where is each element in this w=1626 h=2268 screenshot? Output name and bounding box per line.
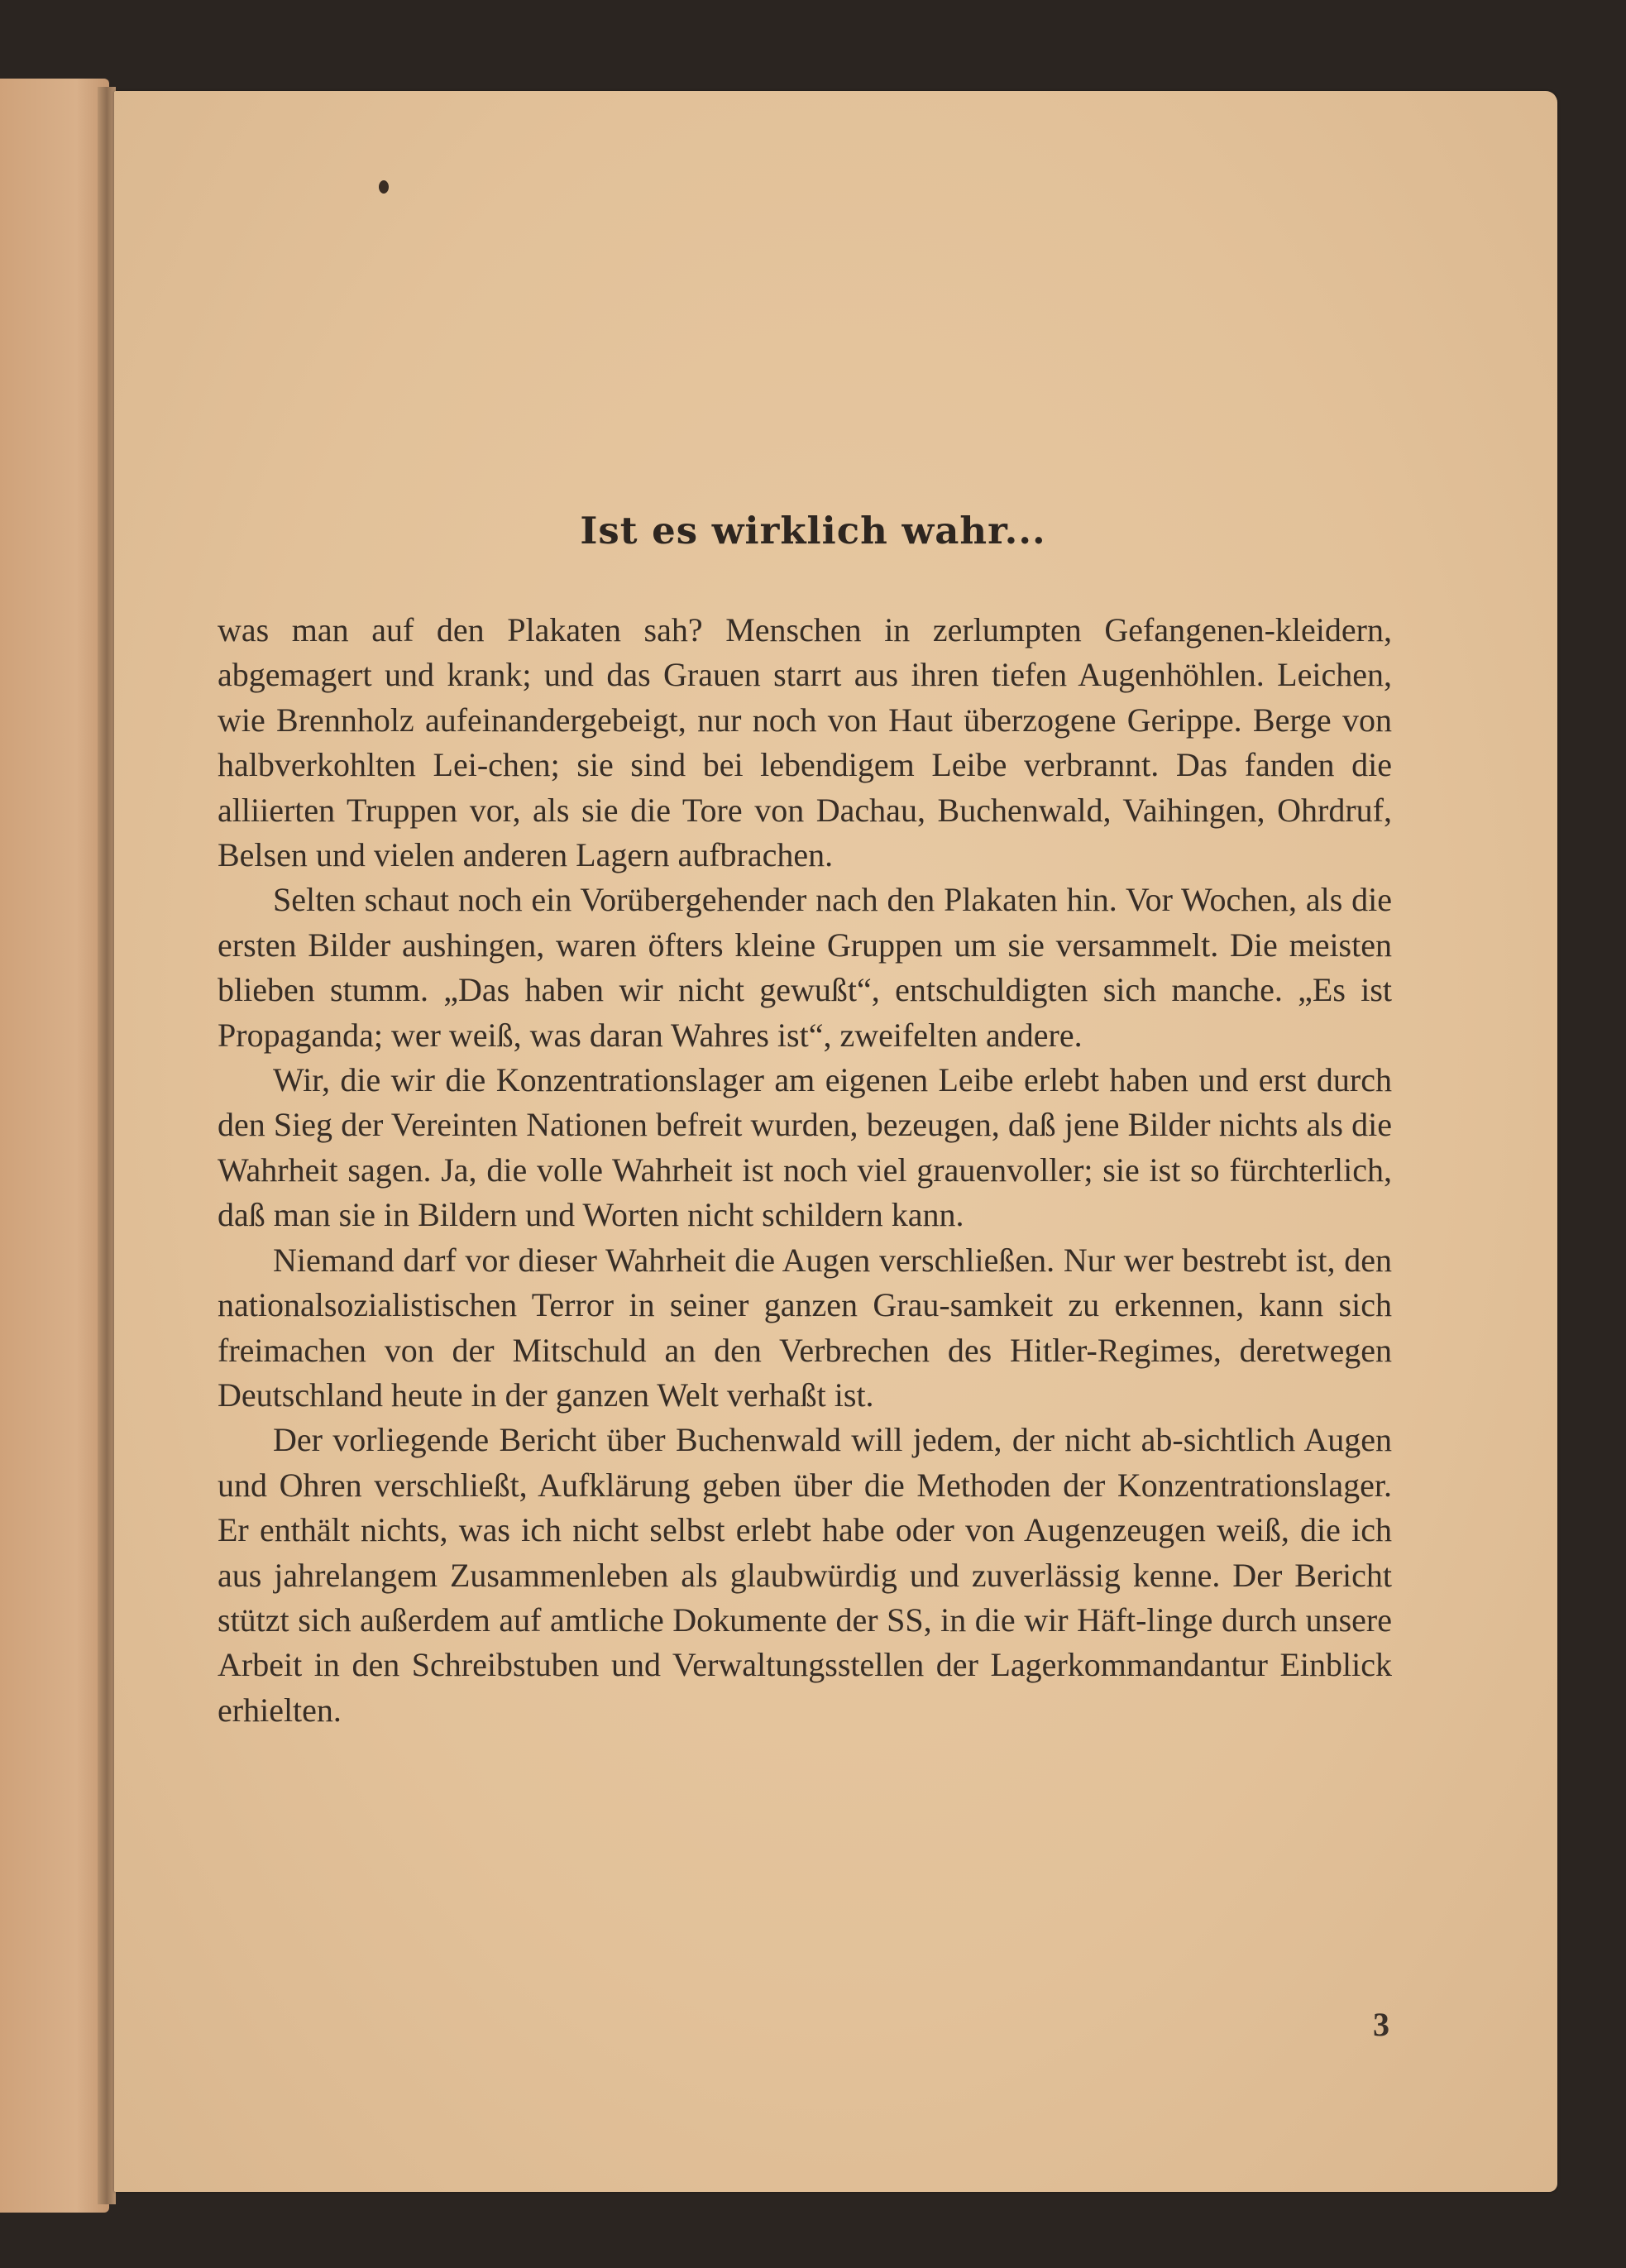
page-number: 3 (1373, 2006, 1389, 2043)
body-text (218, 608, 1392, 1733)
ink-spot (379, 180, 389, 194)
paragraph-3: Wir, die wir die Konzentrationslager am eigenen Leibe erlebt haben und erst durch den Sieg der Vereinten Nationen befreit wurden, bezeugen, daß jene Bilder nichts als die Wahrheit sagen. Ja, die volle Wahrheit ist noch viel grauenvoller; sie ist so fürchterlich, daß man sie in Bildern und Worten nicht schildern kann. (218, 1061, 1392, 1234)
page-heading: Ist es wirklich wahr... (580, 509, 1046, 553)
left-page-edge (0, 79, 109, 2213)
book-gutter (98, 87, 116, 2204)
paragraph-2: Selten schaut noch ein Vorübergehender nach den Plakaten hin. Vor Wochen, als die ersten Bilder aushingen, waren öfters kleine Gruppen um sie versammelt. Die meisten blieben stumm. „Das haben wir nicht gewußt“, entschuldigten sich manche. „Es ist Propaganda; wer weiß, was daran Wahres ist“, zweifelten andere. (218, 881, 1392, 1054)
paragraph-4: Niemand darf vor dieser Wahrheit die Augen verschließen. Nur wer bestrebt ist, den nationalsozialistischen Terror in seiner ganzen Grau-samkeit zu erkennen, kann sich freimachen von der Mitschuld an den Verbrechen des Hitler-Regimes, deretwegen Deutschland heute in der ganzen Welt verhaßt ist. (218, 1241, 1392, 1414)
paragraph-1: was man auf den Plakaten sah? Menschen in zerlumpten Gefangenen-kleidern, abgemagert und krank; und das Grauen starrt aus ihren tiefen Augenhöhlen. Leichen, wie Brennholz aufeinandergebeigt, nur noch von Haut überzogene Gerippe. Berge von halbverkohlten Lei-chen; sie sind bei lebendigem Leibe verbrannt. Das fanden die alliierten Truppen vor, als sie die Tore von Dachau, Buchenwald, Vaihingen, Ohrdruf, Belsen und vielen anderen Lagern aufbrachen. (218, 611, 1392, 874)
paragraph-5: Der vorliegende Bericht über Buchenwald will jedem, der nicht ab-sichtlich Augen und Ohren verschließt, Aufklärung geben über die Methoden der Konzentrationslager. Er enthält nichts, was ich nicht selbst erlebt habe oder von Augenzeugen weiß, die ich aus jahrelangem Zusammenleben als glaubwürdig und zuverlässig kenne. Der Bericht stützt sich außerdem auf amtliche Dokumente der SS, in die wir Häft-linge durch unsere Arbeit in den Schreibstuben und Verwaltungsstellen der Lagerkommandantur Einblick erhielten. (218, 1421, 1392, 1729)
